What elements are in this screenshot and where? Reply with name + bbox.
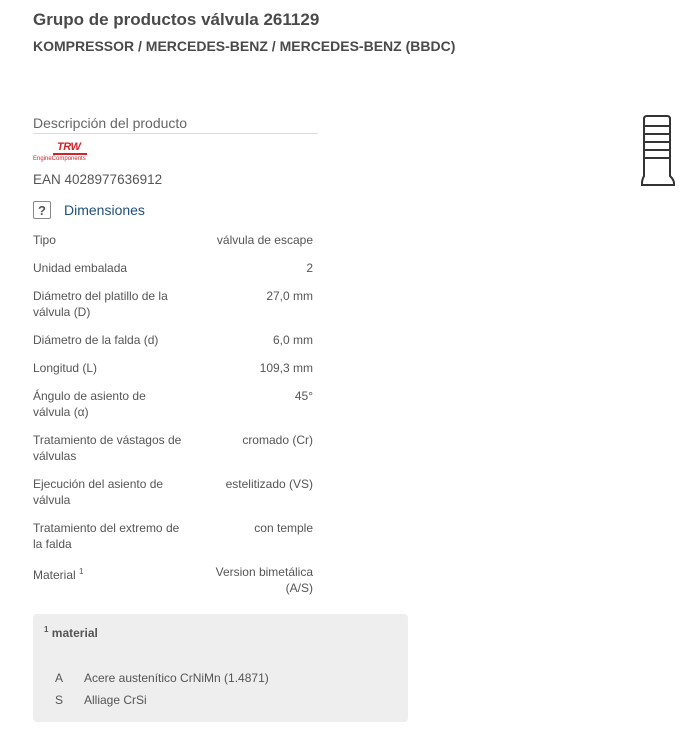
page-title: Grupo de productos válvula 261129 — [33, 10, 320, 29]
footnote-text: Acere austenítico CrNiMn (1.4871) — [84, 671, 269, 685]
footnote-box — [33, 614, 408, 722]
spec-label-text: Material — [33, 568, 76, 582]
spec-label: Tratamiento de vástagos de válvulas — [33, 433, 182, 463]
spec-label — [33, 564, 185, 608]
spec-label: Tratamiento del extremo de la falda — [33, 521, 180, 551]
page-subtitle: KOMPRESSOR / MERCEDES-BENZ / MERCEDES-BENZ (BBDC) — [33, 38, 456, 54]
footnote-code: S — [55, 693, 64, 707]
spec-value: 2 — [306, 261, 313, 275]
spec-row — [33, 520, 313, 564]
spec-row — [33, 360, 313, 388]
ean-code: EAN 4028977636912 — [33, 172, 163, 187]
spec-value: cromado (Cr) — [242, 433, 313, 447]
spec-value: Version bimetálica (A/S) — [215, 565, 313, 595]
spec-label: Ángulo de asiento de válvula (α) — [33, 389, 146, 419]
footnote-title-text: material — [51, 626, 98, 640]
spec-label: Unidad embalada — [33, 261, 128, 275]
valve-diagram-icon — [638, 114, 678, 188]
spec-value: 45° — [294, 389, 313, 403]
spec-row — [33, 564, 313, 608]
spec-value: con temple — [254, 521, 313, 535]
footnote-marker: 1 — [44, 625, 49, 634]
brand-name: TRW — [57, 141, 81, 153]
spec-row — [33, 288, 313, 332]
spec-table — [33, 232, 313, 608]
product-description-heading: Descripción del producto — [33, 115, 318, 134]
dimensions-row — [33, 200, 145, 220]
spec-row — [33, 476, 313, 520]
spec-row — [33, 388, 313, 432]
footnote-marker: 1 — [79, 567, 84, 576]
footnote-item — [55, 671, 269, 685]
footnote-code: A — [55, 671, 64, 685]
spec-label: Tipo — [33, 233, 56, 247]
footnote-title — [44, 625, 98, 640]
spec-label: Diámetro del platillo de la válvula (D) — [33, 289, 168, 319]
footnote-item — [55, 693, 147, 707]
spec-value: 6,0 mm — [272, 333, 313, 347]
spec-row — [33, 432, 313, 476]
spec-value: válvula de escape — [216, 233, 313, 247]
footnote-text: Alliage CrSi — [84, 693, 147, 707]
spec-value: 109,3 mm — [259, 361, 313, 375]
brand-underline — [53, 153, 87, 155]
spec-label: Longitud (L) — [33, 361, 98, 375]
help-icon[interactable]: ? — [33, 201, 51, 219]
spec-value: 27,0 mm — [266, 289, 313, 303]
spec-label: Diámetro de la falda (d) — [33, 333, 159, 347]
dimensions-link[interactable]: Dimensiones — [64, 202, 145, 218]
brand-logo — [33, 142, 95, 166]
spec-row — [33, 332, 313, 360]
spec-row — [33, 260, 313, 288]
spec-value: estelitizado (VS) — [225, 477, 313, 491]
spec-label: Ejecución del asiento de válvula — [33, 477, 164, 507]
brand-tagline: EngineComponents — [33, 156, 86, 162]
spec-row — [33, 232, 313, 260]
